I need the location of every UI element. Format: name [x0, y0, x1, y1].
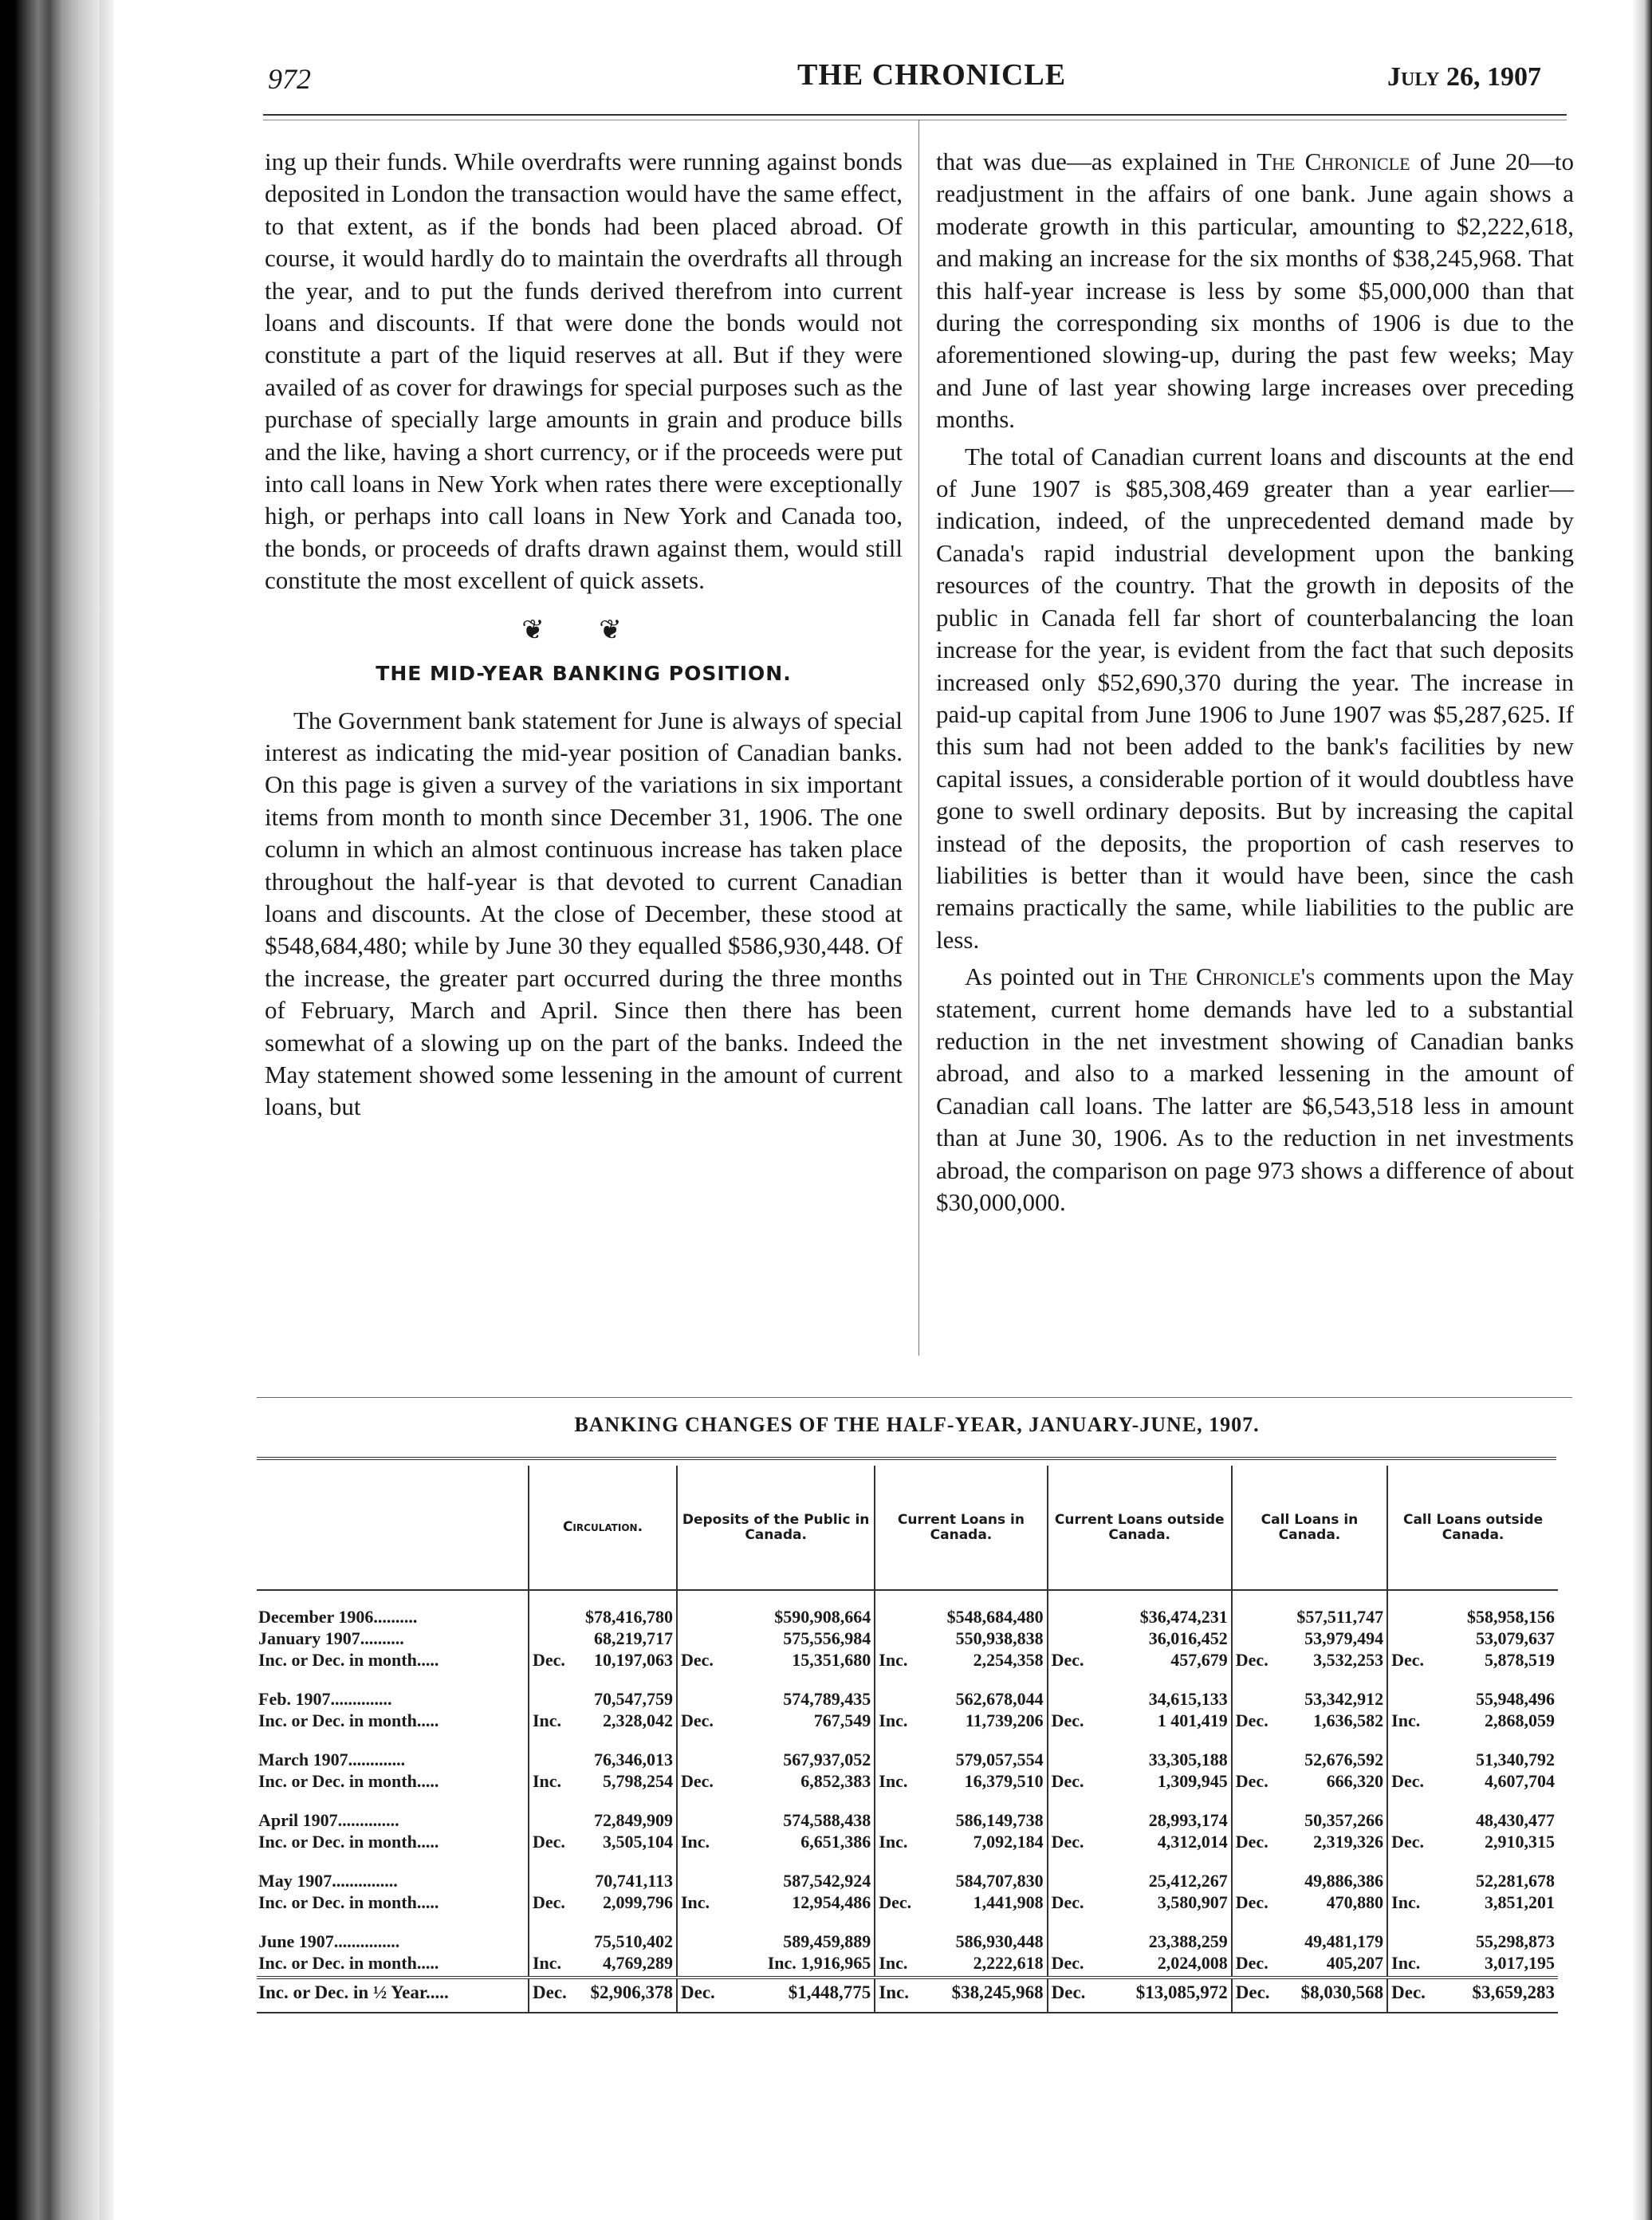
cell-value: 2,254,358	[973, 1650, 1044, 1670]
cell-value: 3,505,104	[603, 1832, 673, 1852]
change-direction: Inc.	[529, 1712, 582, 1734]
cell-value: 4,607,704	[1485, 1771, 1555, 1791]
change-direction	[677, 1630, 730, 1651]
table-row	[257, 1855, 1558, 1894]
change-direction: Dec.	[1232, 1978, 1285, 2013]
change-direction	[1232, 1855, 1285, 1894]
change-direction	[875, 1673, 928, 1712]
cell-value: 584,707,830	[955, 1871, 1044, 1891]
right-column	[936, 146, 1574, 1223]
cell-value: 666,320	[1326, 1771, 1384, 1791]
cell-value: 3,851,201	[1485, 1892, 1555, 1912]
cell-value: 70,741,113	[595, 1871, 673, 1891]
cell-value: 11,739,206	[965, 1710, 1044, 1730]
issue-date: July 26, 1907	[1387, 62, 1541, 92]
change-direction	[875, 1630, 928, 1651]
row-label: Inc. or Dec. in month.....	[258, 1953, 439, 1973]
change-direction	[1048, 1794, 1101, 1833]
left-column	[265, 146, 903, 1128]
row-label: Inc. or Dec. in month.....	[258, 1892, 439, 1912]
left-paragraph-2: The Government bank statement for June is always of special interest as indicating the mid-year position of Canadian banks. On this page is given a survey of the variations in six important items from month to month since December 31, 1906. The one column in which an almost continuous increase has taken place throughout the half-year is that devoted to current Canadian loans and discounts. At the close of December, these stood at $548,684,480; while by June 30 they equalled $586,930,448. Of the increase, the greater part occurred during the three months of February, March and April. Since then there has been somewhat of a slowing up on the part of the banks. Indeed the May statement showed some lessening in the amount of current loans, but	[265, 706, 903, 1121]
cell-value: 2,099,796	[603, 1892, 673, 1912]
change-direction	[1048, 1734, 1101, 1773]
change-direction: Dec.	[1387, 1978, 1441, 2013]
change-direction	[529, 1734, 582, 1773]
change-direction	[529, 1630, 582, 1651]
cell-value: 2,222,618	[973, 1953, 1044, 1973]
change-direction	[1387, 1855, 1441, 1894]
header-deposits-public-canada: Deposits of the Public in Canada.	[677, 1466, 875, 1590]
change-direction	[1232, 1794, 1285, 1833]
change-direction: Dec.	[1048, 1833, 1101, 1855]
change-direction: Inc.	[677, 1833, 730, 1855]
cell-value: $8,030,568	[1285, 1978, 1387, 2013]
change-direction: Inc.	[875, 1954, 928, 1978]
change-direction	[1387, 1630, 1441, 1651]
table-row	[257, 1954, 1558, 1978]
cell-value: 36,016,452	[1148, 1628, 1228, 1648]
change-direction	[529, 1855, 582, 1894]
row-label: Inc. or Dec. in month.....	[258, 1832, 439, 1852]
change-direction	[1232, 1673, 1285, 1712]
cell-value: 586,149,738	[955, 1810, 1044, 1830]
change-direction: Dec.	[1232, 1894, 1285, 1915]
change-direction	[677, 1590, 730, 1630]
cell-value: 52,281,678	[1476, 1871, 1555, 1891]
cell-value: 70,547,759	[594, 1689, 673, 1709]
cell-value: 16,379,510	[964, 1771, 1044, 1791]
cell-value: 28,993,174	[1148, 1810, 1228, 1830]
change-direction	[1232, 1590, 1285, 1630]
table-row	[257, 1590, 1558, 1630]
header-rule	[263, 114, 1567, 116]
cell-value: 5,798,254	[603, 1771, 673, 1791]
cell-value: 470,880	[1326, 1892, 1384, 1912]
table-title-rule	[257, 1457, 1556, 1460]
change-direction: Inc.	[875, 1978, 928, 2013]
change-direction	[1387, 1734, 1441, 1773]
change-direction	[529, 1794, 582, 1833]
cell-value: 3,017,195	[1485, 1953, 1555, 1973]
table-row	[257, 1712, 1558, 1734]
total-row	[257, 1978, 1558, 2013]
change-direction	[1048, 1673, 1101, 1712]
section-ornament: ❦ ❦	[521, 615, 646, 645]
change-direction	[875, 1855, 928, 1894]
change-direction: Inc.	[1387, 1712, 1441, 1734]
change-direction	[1232, 1915, 1285, 1954]
cell-value: 2,024,008	[1157, 1953, 1228, 1973]
table-row	[257, 1630, 1558, 1651]
cell-value: 23,388,259	[1148, 1931, 1228, 1951]
cell-value: $36,474,231	[1139, 1607, 1228, 1627]
row-label: June 1907...............	[258, 1931, 400, 1951]
page-right-edge	[1633, 0, 1652, 2220]
change-direction	[1048, 1855, 1101, 1894]
change-direction: Inc.	[529, 1954, 582, 1978]
page-gutter	[100, 0, 114, 2220]
cell-value: 405,207	[1326, 1953, 1384, 1973]
right-paragraph-2: The total of Canadian current loans and discounts at the end of June 1907 is $85,308,469 greater than a year earlier—indication, indeed, of the unprecedented demand made by Canada's rapid industrial development upon the banking resources of the country. That the growth in deposits of the public in Canada fell far short of counterbalancing the loan increase for the year, is evident from the fact that such deposits increased only $52,690,370 during the year. The increase in paid-up capital from June 1906 to June 1907 was $5,287,625. If this sum had not been added to the bank's facilities by new capital issues, a considerable portion of it would doubtless have gone to swell ordinary deposits. But by increasing the capital instead of the deposits, the proportion of cash reserves to liabilities is better than it would have been, since the cash remains practically the same, while liabilities to the public are less.	[936, 442, 1574, 954]
change-direction	[677, 1855, 730, 1894]
change-direction: Inc.	[875, 1773, 928, 1794]
change-direction: Inc.	[529, 1773, 582, 1794]
change-direction	[875, 1915, 928, 1954]
cell-value: $57,511,747	[1296, 1607, 1384, 1627]
change-direction: Dec.	[529, 1894, 582, 1915]
cell-value: 48,430,477	[1476, 1810, 1555, 1830]
cell-value: 6,852,383	[800, 1771, 871, 1791]
cell-value: 2,910,315	[1485, 1832, 1555, 1852]
header-call-loans-outside-canada: Call Loans outside Canada.	[1387, 1466, 1558, 1590]
page-number: 972	[268, 63, 311, 95]
change-direction: Inc.	[1387, 1894, 1441, 1915]
change-direction	[1048, 1590, 1101, 1630]
table-row	[257, 1673, 1558, 1712]
table-row	[257, 1833, 1558, 1855]
row-label: Inc. or Dec. in month.....	[258, 1771, 439, 1791]
row-label: April 1907..............	[258, 1810, 399, 1830]
cell-value: $590,908,664	[774, 1607, 871, 1627]
cell-value: 33,305,188	[1148, 1750, 1228, 1769]
cell-value: 574,588,438	[783, 1810, 871, 1830]
cell-value: $38,245,968	[928, 1978, 1047, 2013]
change-direction	[529, 1915, 582, 1954]
cell-value: 3,580,907	[1157, 1892, 1228, 1912]
change-direction: Dec.	[1387, 1651, 1441, 1673]
cell-value: 574,789,435	[783, 1689, 871, 1709]
cell-value: 49,481,179	[1304, 1931, 1384, 1951]
right-paragraph-3: As pointed out in The Chronicle's comments upon the May statement, current home demands have led to a substantial reduction in the net investment showing of Canadian banks abroad, and also to a marked lessening in the amount of Canadian call loans. The latter are $6,543,518 less in amount than at June 30, 1906. As to the reduction in net investments abroad, the comparison on page 973 shows a difference of about $30,000,000.	[936, 962, 1574, 1216]
header-current-loans-canada: Current Loans in Canada.	[875, 1466, 1047, 1590]
table-row	[257, 1915, 1558, 1954]
header-call-loans-canada: Call Loans in Canada.	[1232, 1466, 1387, 1590]
cell-value: 55,298,873	[1476, 1931, 1555, 1951]
change-direction: Dec.	[1387, 1833, 1441, 1855]
change-direction: Dec.	[1232, 1773, 1285, 1794]
change-direction: Dec.	[1232, 1651, 1285, 1673]
row-label: May 1907...............	[258, 1871, 398, 1891]
table-header-row	[257, 1466, 1558, 1590]
cell-value: 2,328,042	[603, 1710, 673, 1730]
cell-value: 767,549	[813, 1710, 871, 1730]
table-header-label	[257, 1466, 529, 1590]
change-direction: Dec.	[875, 1894, 928, 1915]
cell-value: 75,510,402	[594, 1931, 673, 1951]
row-label: March 1907.............	[258, 1750, 406, 1769]
change-direction: Dec.	[1048, 1712, 1101, 1734]
journal-title: THE CHRONICLE	[797, 58, 1067, 92]
cell-value: $13,085,972	[1101, 1978, 1232, 2013]
change-direction: Dec.	[1387, 1773, 1441, 1794]
row-label: December 1906..........	[258, 1607, 418, 1627]
cell-value: 1,636,582	[1313, 1710, 1384, 1730]
change-direction: Dec.	[529, 1651, 582, 1673]
change-direction	[1387, 1590, 1441, 1630]
change-direction	[1387, 1794, 1441, 1833]
left-paragraph-1: ing up their funds. While overdrafts were running against bonds deposited in London the transaction would have the same effect, to that extent, as if the bonds had been placed abroad. Of course, it would hardly do to maintain the overdrafts all through the year, and to put the funds derived therefrom into current loans and discounts. If that were done the bonds would not constitute a part of the liquid reserves at all. But if they were availed of as cover for drawings for special purposes such as the purchase of specially large amounts in grain and produce bills and the like, having a short currency, or if the proceeds were put into call loans in New York when rates there were exceptionally high, or perhaps into call loans in New York and Canada too, the bonds, or proceeds of drafts drawn against them, would still constitute the most excellent of quick assets.	[265, 148, 903, 595]
change-direction: Dec.	[677, 1773, 730, 1794]
cell-value: 587,542,924	[783, 1871, 871, 1891]
header-circulation: Circulation.	[529, 1466, 677, 1590]
column-divider	[918, 120, 919, 1356]
cell-value: 52,676,592	[1304, 1750, 1384, 1769]
change-direction: Dec.	[1048, 1978, 1101, 2013]
cell-value: 50,357,266	[1304, 1810, 1384, 1830]
cell-value: 4,312,014	[1157, 1832, 1228, 1852]
change-direction	[677, 1794, 730, 1833]
right-paragraph-1: that was due—as explained in The Chronicle of June 20—to readjustment in the affairs of one bank. June again shows a moderate growth in this particular, amounting to $2,222,618, and making an increase for the six months of $38,245,968. That this half-year increase is less by some $5,000,000 than that during the corresponding six months of 1906 is due to the aforementioned slowing-up, during the past few weeks; May and June of last year showing large increases over preceding months.	[936, 148, 1574, 434]
change-direction	[529, 1673, 582, 1712]
cell-value: 7,092,184	[973, 1832, 1044, 1852]
row-label: Inc. or Dec. in month.....	[258, 1650, 439, 1670]
change-direction: Inc.	[875, 1651, 928, 1673]
change-direction	[875, 1590, 928, 1630]
header-current-loans-outside-canada: Current Loans outside Canada.	[1048, 1466, 1232, 1590]
cell-value: 1 401,419	[1157, 1710, 1228, 1730]
cell-value: 457,679	[1170, 1650, 1228, 1670]
change-direction: Dec.	[1232, 1954, 1285, 1978]
change-direction	[677, 1734, 730, 1773]
cell-value: $548,684,480	[946, 1607, 1044, 1627]
cell-value: 550,938,838	[955, 1628, 1044, 1648]
cell-value: 2,319,326	[1313, 1832, 1384, 1852]
change-direction	[677, 1954, 730, 1978]
cell-value: 49,886,386	[1304, 1871, 1384, 1891]
cell-value: 12,954,486	[792, 1892, 871, 1912]
row-label: January 1907..........	[258, 1628, 404, 1648]
cell-value: 53,079,637	[1476, 1628, 1555, 1648]
cell-value: 562,678,044	[955, 1689, 1044, 1709]
table-row	[257, 1734, 1558, 1773]
cell-value: 51,340,792	[1476, 1750, 1555, 1769]
change-direction: Dec.	[529, 1833, 582, 1855]
book-binding-edge	[0, 0, 100, 2220]
change-direction	[875, 1734, 928, 1773]
row-label: Feb. 1907..............	[258, 1689, 392, 1709]
cell-value: 68,219,717	[594, 1628, 673, 1648]
change-direction: Dec.	[677, 1978, 730, 2013]
cell-value: 586,930,448	[955, 1931, 1044, 1951]
cell-value: 1,441,908	[973, 1892, 1044, 1912]
change-direction	[677, 1915, 730, 1954]
cell-value: 3,532,253	[1313, 1650, 1384, 1670]
change-direction: Dec.	[1048, 1954, 1101, 1978]
change-direction: Dec.	[1232, 1712, 1285, 1734]
cell-value: $1,448,775	[730, 1978, 875, 2013]
cell-value: 53,979,494	[1304, 1628, 1384, 1648]
section-title: THE MID-YEAR BANKING POSITION.	[376, 662, 792, 686]
change-direction: Inc.	[875, 1712, 928, 1734]
banking-changes-table	[257, 1466, 1558, 2013]
change-direction	[1048, 1915, 1101, 1954]
table-top-rule	[257, 1397, 1572, 1398]
table-row	[257, 1794, 1558, 1833]
change-direction	[875, 1794, 928, 1833]
change-direction: Dec.	[529, 1978, 582, 2013]
cell-value: 34,615,133	[1148, 1689, 1228, 1709]
cell-value: 1,309,945	[1157, 1771, 1228, 1791]
change-direction: Inc.	[677, 1894, 730, 1915]
cell-value: 579,057,554	[955, 1750, 1044, 1769]
change-direction	[1387, 1915, 1441, 1954]
change-direction	[1232, 1630, 1285, 1651]
change-direction: Dec.	[1232, 1833, 1285, 1855]
cell-value: 76,346,013	[594, 1750, 673, 1769]
cell-value: 15,351,680	[792, 1650, 871, 1670]
cell-value: 2,868,059	[1485, 1710, 1555, 1730]
cell-value: $2,906,378	[582, 1978, 677, 2013]
cell-value: 575,556,984	[783, 1628, 871, 1648]
table-body	[257, 1590, 1558, 2013]
cell-value: 567,937,052	[783, 1750, 871, 1769]
cell-value: $58,958,156	[1467, 1607, 1555, 1627]
change-direction: Dec.	[1048, 1773, 1101, 1794]
change-direction: Dec.	[1048, 1651, 1101, 1673]
change-direction: Dec.	[677, 1712, 730, 1734]
cell-value: $78,416,780	[585, 1607, 673, 1627]
cell-value: 5,878,519	[1485, 1650, 1555, 1670]
cell-value: Inc. 1,916,965	[767, 1953, 871, 1973]
row-label: Inc. or Dec. in ½ Year.....	[257, 1978, 529, 2013]
change-direction: Dec.	[677, 1651, 730, 1673]
cell-value: 53,342,912	[1304, 1689, 1384, 1709]
table-row	[257, 1894, 1558, 1915]
table-row	[257, 1773, 1558, 1794]
cell-value: 55,948,496	[1476, 1689, 1555, 1709]
change-direction: Inc.	[875, 1833, 928, 1855]
table-title: BANKING CHANGES OF THE HALF-YEAR, JANUARY-JUNE, 1907.	[574, 1413, 1260, 1436]
cell-value: 6,651,386	[800, 1832, 871, 1852]
cell-value: 72,849,909	[594, 1810, 673, 1830]
change-direction: Inc.	[1387, 1954, 1441, 1978]
change-direction	[1048, 1630, 1101, 1651]
row-label: Inc. or Dec. in month.....	[258, 1710, 439, 1730]
change-direction	[529, 1590, 582, 1630]
change-direction	[677, 1673, 730, 1712]
table-row	[257, 1651, 1558, 1673]
cell-value: 4,769,289	[603, 1953, 673, 1973]
change-direction	[1232, 1734, 1285, 1773]
cell-value: 589,459,889	[783, 1931, 871, 1951]
cell-value: $3,659,283	[1441, 1978, 1558, 2013]
change-direction: Dec.	[1048, 1894, 1101, 1915]
cell-value: 25,412,267	[1148, 1871, 1228, 1891]
change-direction	[1387, 1673, 1441, 1712]
cell-value: 10,197,063	[594, 1650, 673, 1670]
